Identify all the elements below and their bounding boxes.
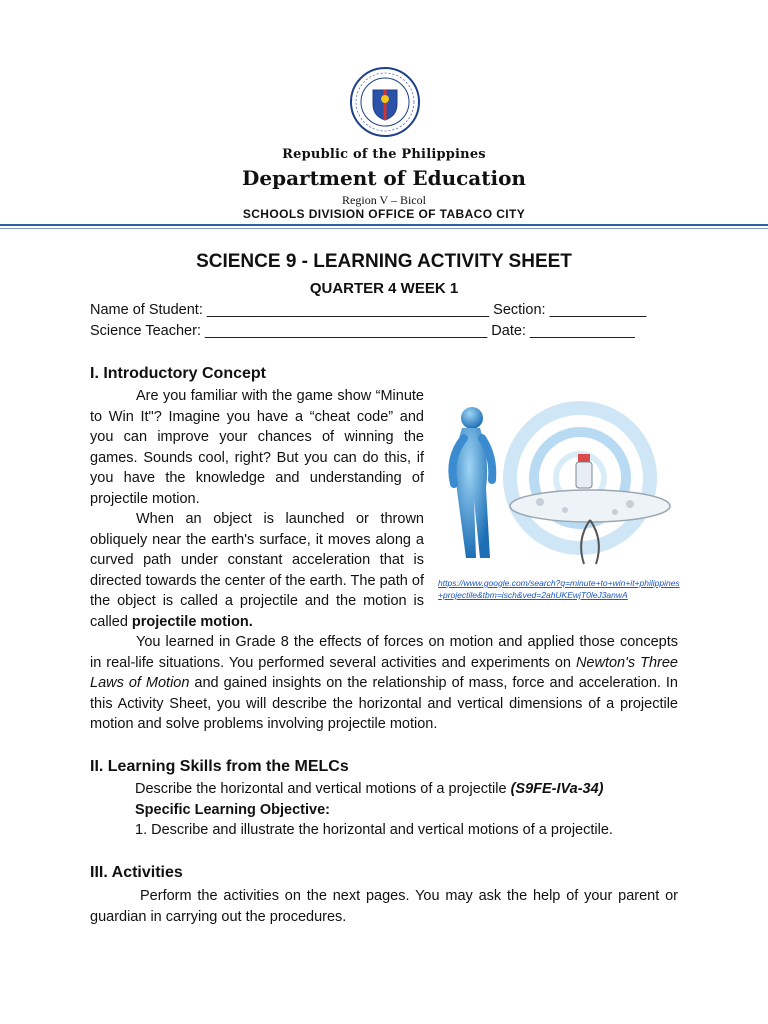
section-3-heading: III. Activities xyxy=(90,864,183,881)
activities-paragraph: Perform the activities on the next pages. You may ask the help of your parent or guardian in carrying out the procedures. xyxy=(90,888,678,925)
section-2-heading: II. Learning Skills from the MELCs xyxy=(90,758,349,775)
deped-seal xyxy=(349,66,421,138)
intro-paragraph-3-block xyxy=(90,632,678,735)
objective-item-1: 1. Describe and illustrate the horizontal and vertical motions of a projectile. xyxy=(135,822,613,838)
division-header: SCHOOLS DIVISION OFFICE OF TABACO CITY xyxy=(242,207,526,221)
date-field[interactable]: Date: _____________ xyxy=(491,323,635,339)
objective-heading: Specific Learning Objective: xyxy=(135,802,330,818)
melc-statement: Describe the horizontal and vertical motions of a projectile (S9FE-IVa-34) xyxy=(135,781,604,797)
section-1-heading: I. Introductory Concept xyxy=(90,365,266,382)
teacher-field[interactable]: Science Teacher: ___________________________________ xyxy=(90,323,492,339)
student-name-row[interactable] xyxy=(90,302,678,318)
header-divider xyxy=(0,224,768,226)
intro-paragraphs-column xyxy=(90,386,424,632)
department-header: Department of Education xyxy=(242,166,526,190)
sheet-subtitle: QUARTER 4 WEEK 1 xyxy=(309,280,459,297)
minute-to-win-it-illustration xyxy=(430,398,680,574)
header-divider-thin xyxy=(0,228,768,229)
section-field[interactable]: Section: ____________ xyxy=(493,302,647,318)
projectile-motion-term: projectile motion. xyxy=(131,613,253,630)
activities-paragraph-block xyxy=(90,886,678,927)
student-name-field[interactable]: Name of Student: ___________________________________ xyxy=(90,302,494,318)
intro-paragraph-3: You learned in Grade 8 the effects of forces on motion and applied those concepts in real-life situations. You performed several activities and experiments on Newton's Three Laws of Motion and gained insights on the relationship of mass, force and acceleration. In this Activity Sheet, you will describe the horizontal and vertical dimensions of a projectile motion and solve problems involving projectile motion. xyxy=(90,634,678,732)
intro-paragraph-1: Are you familiar with the game show “Minute to Win It"? Imagine you have a “cheat code” and you can improve your chances of winning the games. Sounds cool, right? But you can do this, if you have the knowledge and understanding of projectile motion. xyxy=(90,388,424,507)
teacher-row[interactable] xyxy=(90,323,678,339)
melc-code: (S9FE-IVa-34) xyxy=(510,781,604,797)
figure-source-link[interactable]: https://www.google.com/search?q=minute+to+win+it+philippines+projectile&tbm=isch&ved=2ahUKEwjT0leJ3anwA xyxy=(438,578,680,600)
region-header: Region V – Bicol xyxy=(342,193,426,207)
newtons-laws-term: Newton's Three Laws of Motion xyxy=(90,654,678,691)
sheet-title: SCIENCE 9 - LEARNING ACTIVITY SHEET xyxy=(196,251,572,272)
republic-header: Republic of the Philippines xyxy=(282,147,486,162)
intro-paragraph-2: When an object is launched or thrown obliquely near the earth's surface, it moves along a curved path under constant acceleration that is directed towards the center of the earth. The path of the object is called a projectile and the motion is called projectile motion. xyxy=(90,511,424,630)
